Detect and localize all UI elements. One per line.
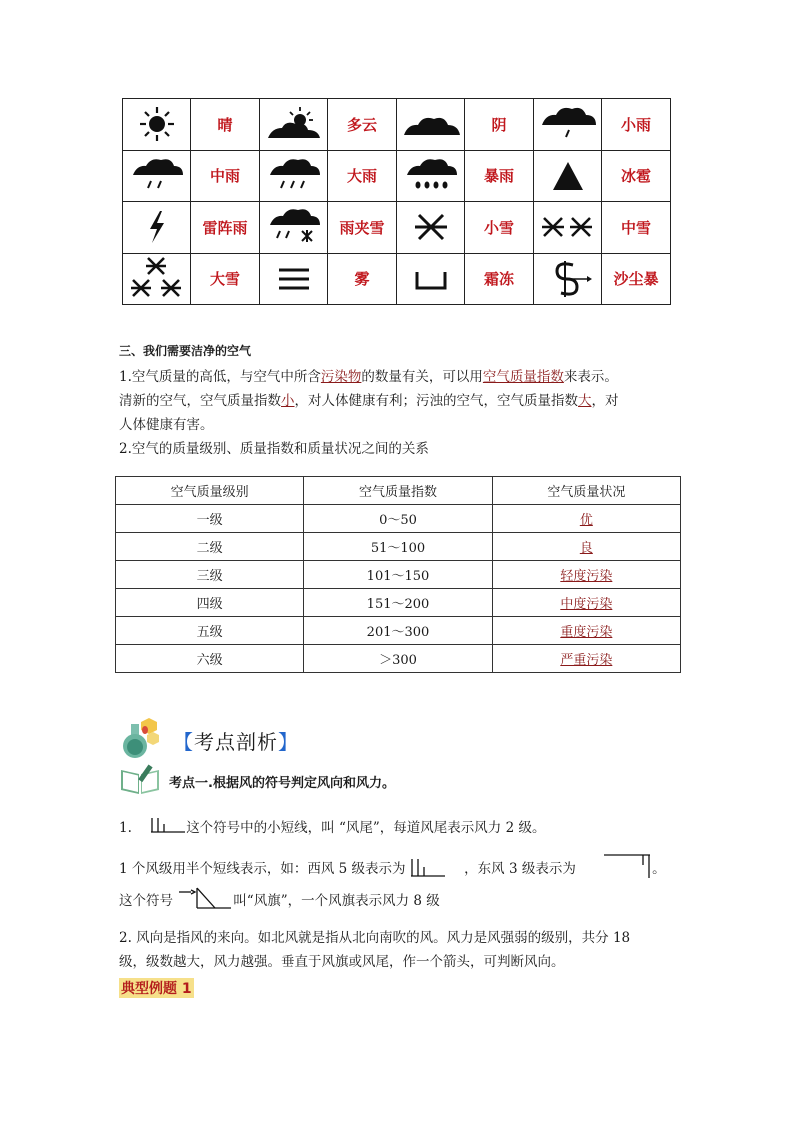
weather-label: 晴 [191,99,260,151]
weather-label: 雾 [328,253,397,305]
table-row [116,561,681,589]
text: 1. [119,820,132,836]
paragraph-line: 人体健康有害。 [119,417,214,433]
table-cell: 优 [492,505,680,533]
wind-line-4: 2. 风向是指风的来向。如北风就是指从北向南吹的风。风力是风强弱的级别，共分 18 [119,930,631,946]
column-header: 空气质量状况 [492,477,680,505]
table-cell: 三级 [116,561,304,589]
text: 这个符号 [119,893,173,909]
text: 1 个风级用半个短线表示，如：西风 5 级表示为 [119,861,406,877]
table-row [116,505,681,533]
table-row [116,645,681,673]
east-wind-3-symbol-icon [602,852,652,882]
weather-label: 雷阵雨 [191,202,260,254]
moderate-snow-icon [534,202,602,254]
wind-line-5: 级，级数越大，风力越强。垂直于风旗或风尾，作一个箭头，可判断风向。 [119,954,565,970]
wind-line-1 [119,816,545,836]
weather-symbol-table [122,98,671,305]
weather-label: 阴 [465,99,534,151]
text: ，对人体健康有利；污浊的空气，空气质量指数 [294,393,578,409]
paragraph-line [119,365,685,389]
analysis-title [173,726,299,755]
table-header-row [116,477,681,505]
table-cell: 良 [492,533,680,561]
weather-label: 多云 [328,99,397,151]
text: 的数量有关，可以用 [361,369,483,385]
table-cell: 201～300 [304,617,492,645]
text: 1.空气质量的高低，与空气中所含 [119,369,321,385]
sun-icon [123,99,191,151]
air-quality-table [115,476,681,673]
text: ，对 [591,393,619,409]
paragraph-1 [119,365,685,461]
text: 叫“风旗”，一个风旗表示风力 8 级 [233,893,440,909]
table-row [116,533,681,561]
title-text: 考点剖析 [194,729,278,754]
wind-flag-symbol-icon [177,886,233,912]
typical-example-heading: 典型例题 1 [119,978,194,998]
weather-label: 大雪 [191,253,260,305]
underlined-answer: 污染物 [320,369,362,385]
table-cell: 六级 [116,645,304,673]
table-cell: ＞300 [304,645,492,673]
weather-label: 雨夹雪 [328,202,397,254]
weather-label: 小雪 [465,202,534,254]
book-pen-icon [119,762,163,800]
wind-line-3 [119,886,440,912]
table-row [123,99,671,151]
text: 清新的空气，空气质量指数 [119,393,281,409]
table-cell: 严重污染 [492,645,680,673]
weather-label: 小雨 [602,99,671,151]
table-cell: 二级 [116,533,304,561]
key-point-row [119,762,395,800]
table-row [116,617,681,645]
table-cell: 一级 [116,505,304,533]
column-header: 空气质量级别 [116,477,304,505]
table-cell: 轻度污染 [492,561,680,589]
paragraph-line [119,389,685,413]
light-snow-icon [397,202,465,254]
cloud-icon [397,99,465,151]
light-rain-icon [534,99,602,151]
weather-label: 大雨 [328,150,397,202]
table-cell: 五级 [116,617,304,645]
partly-cloudy-icon [260,99,328,151]
thunderstorm-icon [123,202,191,254]
weather-label: 中雨 [191,150,260,202]
table-cell: 重度污染 [492,617,680,645]
heavy-snow-icon [123,253,191,305]
weather-label: 沙尘暴 [602,253,671,305]
wind-line-2 [119,852,666,882]
sleet-icon [260,202,328,254]
table-row [116,589,681,617]
text: 这个符号中的小短线，叫 “风尾”，每道风尾表示风力 2 级。 [186,820,546,836]
bracket: 【 [173,729,194,754]
text: ，东风 3 级表示为 [464,861,576,877]
key-point-1: 考点一.根据风的符号判定风向和风力。 [169,775,395,791]
table-cell: 中度污染 [492,589,680,617]
weather-label: 中雪 [602,202,671,254]
table-cell: 四级 [116,589,304,617]
underlined-answer: 大 [578,393,592,409]
text: 来表示。 [563,369,618,385]
heavy-rain-icon [260,150,328,202]
west-wind-5-symbol-icon [410,856,446,878]
rainstorm-icon [397,150,465,202]
text: 。 [652,861,666,877]
paragraph-line: 2.空气的质量级别、质量指数和质量状况之间的关系 [119,441,429,457]
table-row [123,202,671,254]
bracket: 】 [278,729,299,754]
fog-icon [260,253,328,305]
flask-icon [119,716,163,764]
column-header: 空气质量指数 [304,477,492,505]
table-cell: 0～50 [304,505,492,533]
sandstorm-icon [534,253,602,305]
table-row [123,150,671,202]
underlined-answer: 空气质量指数 [482,369,564,385]
table-cell: 151～200 [304,589,492,617]
hail-icon [534,150,602,202]
table-cell: 51～100 [304,533,492,561]
frost-icon [397,253,465,305]
underlined-answer: 小 [281,393,295,409]
table-row [123,253,671,305]
weather-label: 霜冻 [465,253,534,305]
analysis-header [119,716,299,764]
weather-label: 暴雨 [465,150,534,202]
table-cell: 101～150 [304,561,492,589]
section-title: 三、我们需要洁净的空气 [119,344,252,358]
weather-label: 冰雹 [602,150,671,202]
moderate-rain-icon [123,150,191,202]
wind-tail-symbol-icon [150,816,186,834]
